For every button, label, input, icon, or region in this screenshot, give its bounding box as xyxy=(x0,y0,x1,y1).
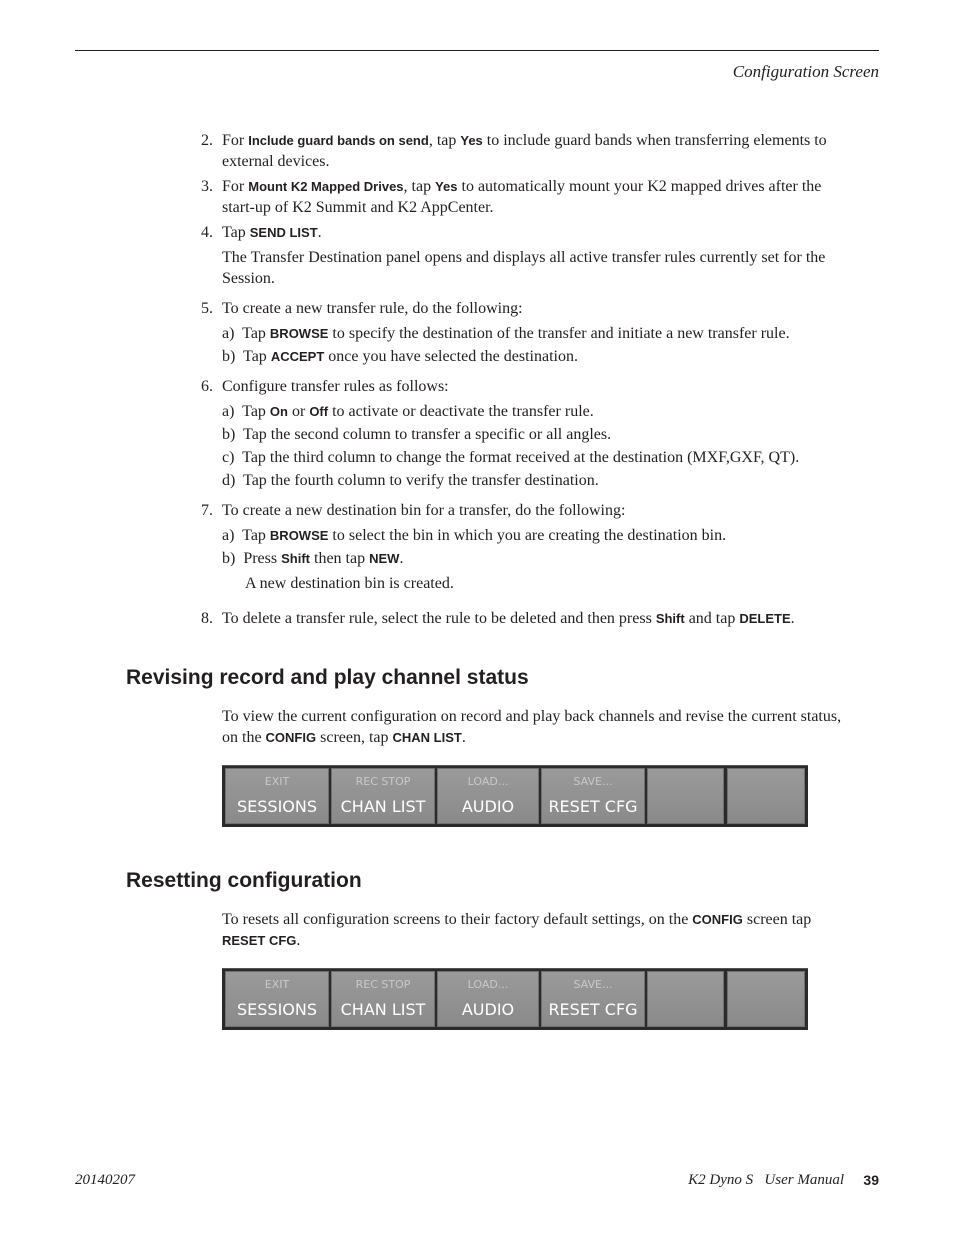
step-number: 2. xyxy=(201,132,213,149)
step-number: 5. xyxy=(201,300,213,317)
substep: b) Tap the second column to transfer a specific or all angles. xyxy=(222,426,612,443)
blank-button[interactable] xyxy=(727,768,805,824)
step-2: For Include guard bands on send, tap Yes to include guard bands when transferring elements to xyxy=(222,132,827,149)
section-paragraph: To resets all configuration screens to their factory default settings, on the CONFIG screen tap xyxy=(222,911,812,928)
chan-list-button[interactable]: REC STOP CHAN LIST xyxy=(331,971,435,1027)
step-number: 4. xyxy=(201,224,213,241)
ui-label: CONFIG xyxy=(265,730,317,745)
sessions-button[interactable]: EXIT SESSIONS xyxy=(225,768,329,824)
step-4-desc: The Transfer Destination panel opens and displays all active transfer rules currently set for the xyxy=(222,249,826,266)
ui-label: On xyxy=(269,404,288,419)
ui-label: Shift xyxy=(655,611,685,626)
reset-cfg-button[interactable]: SAVE... RESET CFG xyxy=(541,768,645,824)
step-number: 3. xyxy=(201,178,213,195)
footer-date: 20140207 xyxy=(75,1172,135,1188)
step-4: Tap SEND LIST. xyxy=(222,224,322,241)
section-heading: Resetting configuration xyxy=(126,869,362,892)
footer-manual-title: K2 Dyno S User Manual xyxy=(688,1172,844,1188)
section-paragraph: To view the current configuration on record and play back channels and revise the current status, xyxy=(222,708,842,725)
ui-label: Yes xyxy=(435,179,458,194)
step-number: 8. xyxy=(201,610,213,627)
config-button-bar xyxy=(222,968,808,1030)
ui-label: SEND LIST xyxy=(249,225,318,240)
ui-label: Include guard bands on send xyxy=(248,133,429,148)
step-4-desc-cont: Session. xyxy=(222,270,275,287)
substep: a) Tap On or Off to activate or deactivate the transfer rule. xyxy=(222,403,594,420)
header-rule xyxy=(75,50,879,51)
reset-cfg-button[interactable]: SAVE... RESET CFG xyxy=(541,971,645,1027)
sessions-button[interactable]: EXIT SESSIONS xyxy=(225,971,329,1027)
ui-label: Mount K2 Mapped Drives xyxy=(248,179,404,194)
ui-label: BROWSE xyxy=(269,326,329,341)
step-2-cont: external devices. xyxy=(222,153,330,170)
step-number: 6. xyxy=(201,378,213,395)
ui-label: BROWSE xyxy=(269,528,329,543)
blank-button[interactable] xyxy=(727,971,805,1027)
ui-label: DELETE xyxy=(739,611,791,626)
step-6: Configure transfer rules as follows: xyxy=(222,378,449,395)
step-7: To create a new destination bin for a transfer, do the following: xyxy=(222,502,626,519)
step-5: To create a new transfer rule, do the following: xyxy=(222,300,523,317)
ui-label: NEW xyxy=(369,551,400,566)
page-number: 39 xyxy=(863,1172,879,1188)
ui-label: CHAN LIST xyxy=(392,730,462,745)
section-heading: Revising record and play channel status xyxy=(126,666,529,689)
step-3-cont: start-up of K2 Summit and K2 AppCenter. xyxy=(222,199,494,216)
substep: c) Tap the third column to change the format received at the destination (MXF,GXF, QT). xyxy=(222,449,800,466)
substep: d) Tap the fourth column to verify the transfer destination. xyxy=(222,472,599,489)
blank-button[interactable] xyxy=(647,768,724,824)
audio-button[interactable]: LOAD... AUDIO xyxy=(437,971,539,1027)
ui-label: Shift xyxy=(281,551,310,566)
substep: a) Tap BROWSE to select the bin in which you are creating the destination bin. xyxy=(222,527,727,544)
section-paragraph-cont: on the CONFIG screen, tap CHAN LIST. xyxy=(222,729,466,746)
substep: a) Tap BROWSE to specify the destination of the transfer and initiate a new transfer rule. xyxy=(222,325,790,342)
ui-label: Off xyxy=(309,404,329,419)
step-number: 7. xyxy=(201,502,213,519)
substep: b) Tap ACCEPT once you have selected the destination. xyxy=(222,348,578,365)
config-button-bar xyxy=(222,765,808,827)
running-header: Configuration Screen xyxy=(732,62,879,81)
section-paragraph-cont: RESET CFG. xyxy=(222,932,301,949)
step-3: For Mount K2 Mapped Drives, tap Yes to automatically mount your K2 mapped drives after the xyxy=(222,178,822,195)
substep-note: A new destination bin is created. xyxy=(245,575,454,592)
ui-label: Yes xyxy=(460,133,483,148)
ui-label: ACCEPT xyxy=(270,349,325,364)
ui-label: RESET CFG xyxy=(222,933,297,948)
step-8: To delete a transfer rule, select the rule to be deleted and then press Shift and tap DELETE. xyxy=(222,610,795,627)
substep: b) Press Shift then tap NEW. xyxy=(222,550,404,567)
blank-button[interactable] xyxy=(647,971,724,1027)
chan-list-button[interactable]: REC STOP CHAN LIST xyxy=(331,768,435,824)
audio-button[interactable]: LOAD... AUDIO xyxy=(437,768,539,824)
ui-label: CONFIG xyxy=(692,912,743,927)
